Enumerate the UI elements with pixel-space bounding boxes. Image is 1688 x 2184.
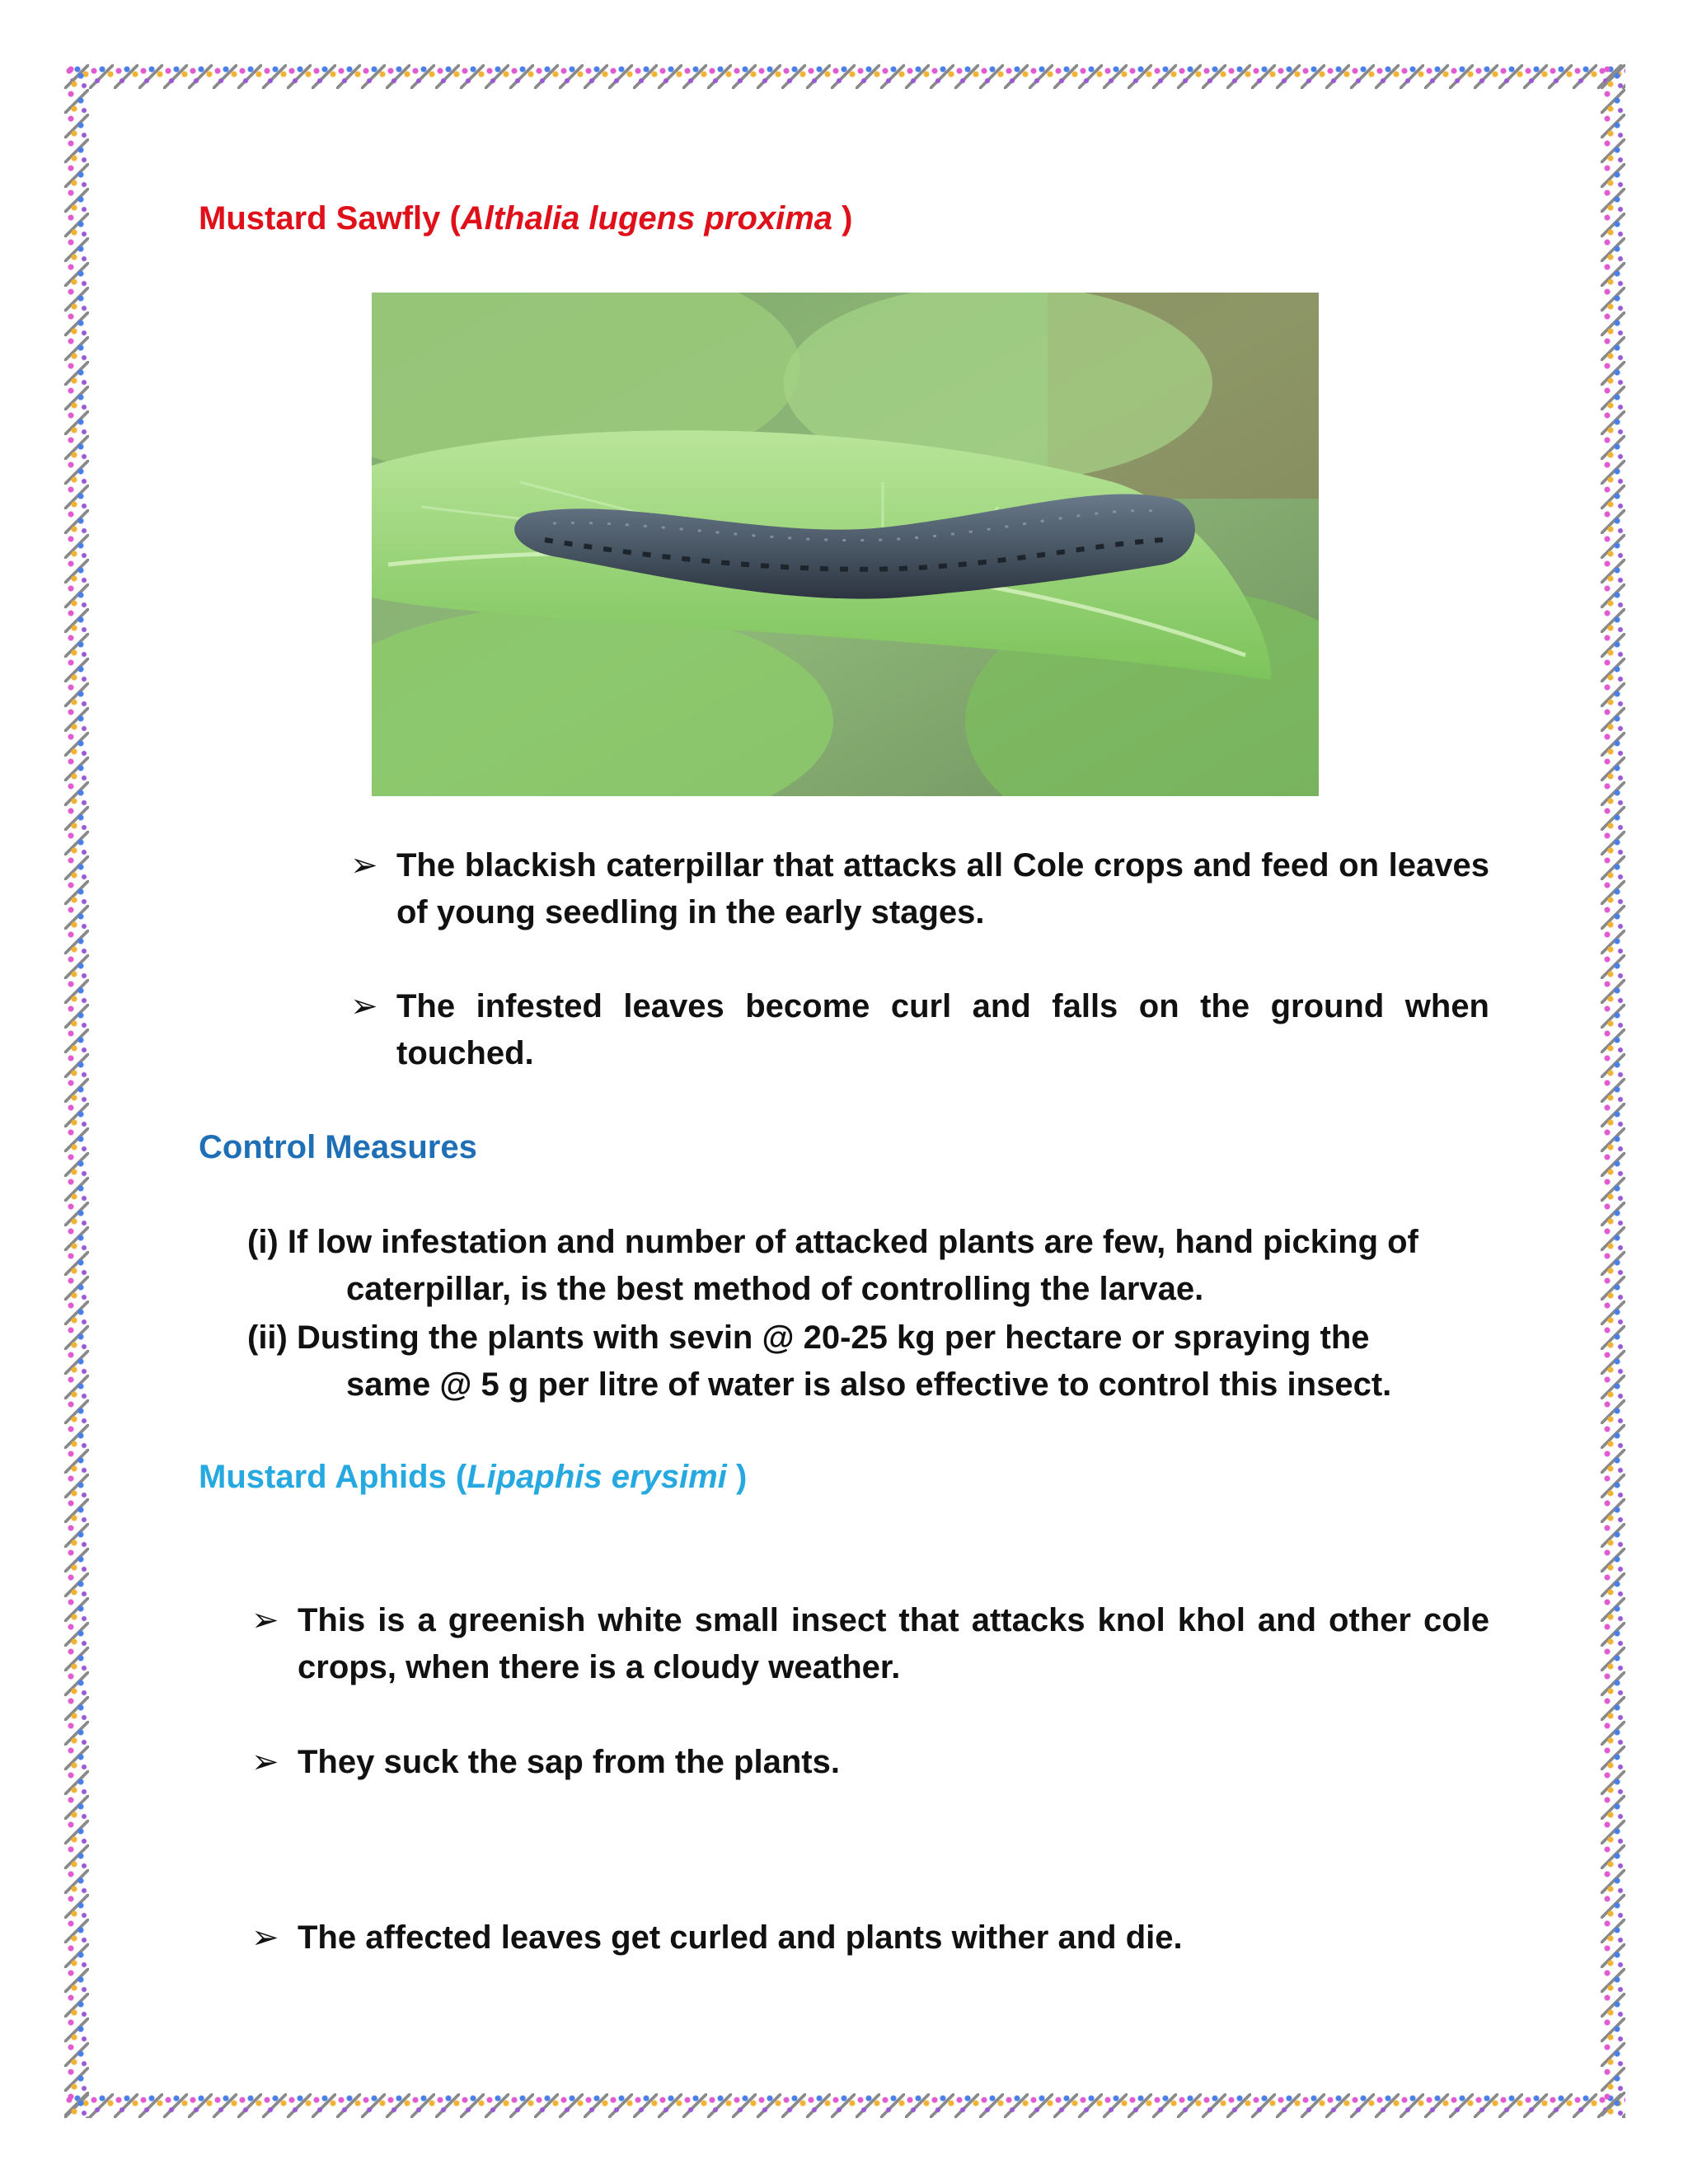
decorative-border-left [64, 64, 89, 2118]
arrow-bullet-icon: ➢ [350, 988, 378, 1024]
decorative-border-bottom [64, 2093, 1625, 2118]
aphids-heading-suffix: ) [726, 1459, 748, 1495]
sawfly-heading-prefix: Mustard Sawfly ( [199, 200, 461, 237]
control-item-lead: (i) If low infestation and number of attacked plants are few, hand picking of [247, 1224, 1418, 1260]
control-item-2 [247, 1315, 1489, 1408]
control-item-1 [247, 1219, 1489, 1313]
caterpillar-on-leaf-photo [372, 293, 1319, 796]
sawfly-bullet-1 [350, 842, 1489, 936]
decorative-border-top [64, 64, 1625, 89]
aphids-species-name: Lipaphis erysimi [467, 1459, 727, 1495]
sawfly-bullet-text: The infested leaves become curl and falls on the ground when touched. [396, 988, 1489, 1071]
control-item-continuation: caterpillar, is the best method of controlling the larvae. [346, 1271, 1204, 1307]
aphids-bullet-text: This is a greenish white small insect that attacks knol khol and other cole crops, when there is a cloudy weather. [298, 1602, 1489, 1685]
control-item-continuation: same @ 5 g per litre of water is also effective to control this insect. [346, 1366, 1392, 1403]
aphids-bullet-3 [251, 1915, 1489, 1961]
aphids-heading [199, 1459, 747, 1496]
decorative-border-right [1601, 64, 1625, 2118]
aphids-heading-prefix: Mustard Aphids ( [199, 1459, 467, 1495]
control-measures-heading: Control Measures [199, 1129, 477, 1165]
sawfly-species-name: Althalia lugens proxima [460, 200, 833, 237]
aphids-bullet-text: They suck the sap from the plants. [298, 1744, 840, 1780]
arrow-bullet-icon: ➢ [251, 1919, 279, 1956]
aphids-bullet-2 [251, 1739, 1489, 1786]
sawfly-heading-suffix: ) [832, 200, 853, 237]
arrow-bullet-icon: ➢ [251, 1602, 279, 1638]
sawfly-heading [199, 200, 853, 237]
sawfly-bullet-text: The blackish caterpillar that attacks all Cole crops and feed on leaves of young seedling in the early stages. [396, 847, 1489, 930]
arrow-bullet-icon: ➢ [251, 1744, 279, 1780]
arrow-bullet-icon: ➢ [350, 847, 378, 883]
aphids-bullet-text: The affected leaves get curled and plants wither and die. [298, 1919, 1183, 1956]
aphids-bullet-1 [251, 1597, 1489, 1691]
control-item-lead: (ii) Dusting the plants with sevin @ 20-25 kg per hectare or spraying the [247, 1319, 1370, 1356]
sawfly-bullet-2 [350, 983, 1489, 1077]
